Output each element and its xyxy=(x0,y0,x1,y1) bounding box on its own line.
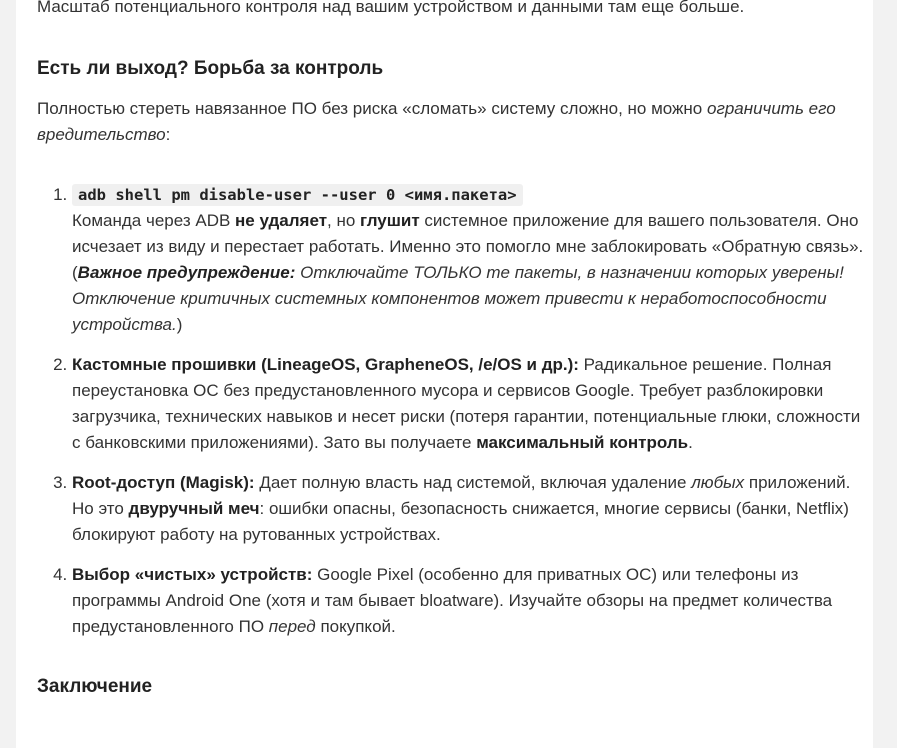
list-item-clean-devices xyxy=(72,562,867,640)
intro-paragraph: Масштаб потенциального контроля над вашим устройством и данными там еще больше. xyxy=(37,0,745,16)
item-text: Дает полную власть над системой, включая удаление xyxy=(254,473,692,492)
item-text: Команда через ADB xyxy=(72,211,236,230)
item-emphasis: любых xyxy=(691,473,745,492)
item-title: Кастомные прошивки (LineageOS, GrapheneOS, /e/OS и др.): xyxy=(72,355,579,374)
section-text: Полностью стереть навязанное ПО без риска «сломать» систему сложно, но можно xyxy=(37,99,707,118)
item-title: Root-доступ (Magisk): xyxy=(72,473,255,492)
warning-label: Важное предупреждение: xyxy=(77,263,296,282)
section-emphasis: ограничить его вредительство xyxy=(37,99,836,144)
section-text-end: : xyxy=(165,125,171,144)
item-text: Радикальное решение. Полная переустановка ОС без предустановленного мусора и сервисов Google. Требует разблокировки загрузчика, технических навыков и несет риски (потеря гарантии, потенциальные глюки, сложности с банковскими приложениями). Зато вы получаете xyxy=(72,355,861,452)
item-text: , но xyxy=(327,211,361,230)
list-item-custom-firmware xyxy=(72,352,867,456)
section-heading: Есть ли выход? Борьба за контроль xyxy=(37,58,384,79)
item-text: покупкой. xyxy=(315,617,396,636)
article-page xyxy=(16,0,873,748)
conclusion-heading: Заключение xyxy=(37,676,153,697)
adb-command-code: adb shell pm disable-user --user 0 <имя.пакета> xyxy=(72,184,523,206)
item-title: Выбор «чистых» устройств: xyxy=(72,565,313,584)
warning-text: Отключайте ТОЛЬКО те пакеты, в назначении которых уверены! Отключение критичных системных компонентов может привести к неработоспособности устройства. xyxy=(72,263,844,334)
item-text: Google Pixel (особенно для приватных ОС) или телефоны из программы Android One (хотя и там бывает bloatware). Изучайте обзоры на предмет количества предустановленного ПО xyxy=(72,565,833,636)
section-paragraph xyxy=(37,96,867,148)
item-bold: глушит xyxy=(360,211,420,230)
options-list xyxy=(37,182,867,640)
item-bold: не удаляет xyxy=(235,211,328,230)
list-item-adb xyxy=(72,182,867,338)
item-bold: двуручный меч xyxy=(128,499,260,518)
scrollbar-track[interactable] xyxy=(889,0,897,340)
item-bold: максимальный контроль xyxy=(476,433,689,452)
list-item-root xyxy=(72,470,867,548)
item-emphasis: перед xyxy=(268,617,316,636)
item-text: . xyxy=(688,433,693,452)
item-text: системное приложение для вашего пользователя. Оно исчезает из виду и перестает работать. Именно это помогло мне заблокировать «Обратную связь». ( xyxy=(72,211,864,282)
article-content xyxy=(37,0,867,700)
item-text: : ошибки опасны, безопасность снижается, многие сервисы (банки, Netflix) блокируют работу на рутованных устройствах. xyxy=(72,499,849,544)
item-text: приложений. Но это xyxy=(72,473,851,518)
item-text: ) xyxy=(176,315,183,334)
